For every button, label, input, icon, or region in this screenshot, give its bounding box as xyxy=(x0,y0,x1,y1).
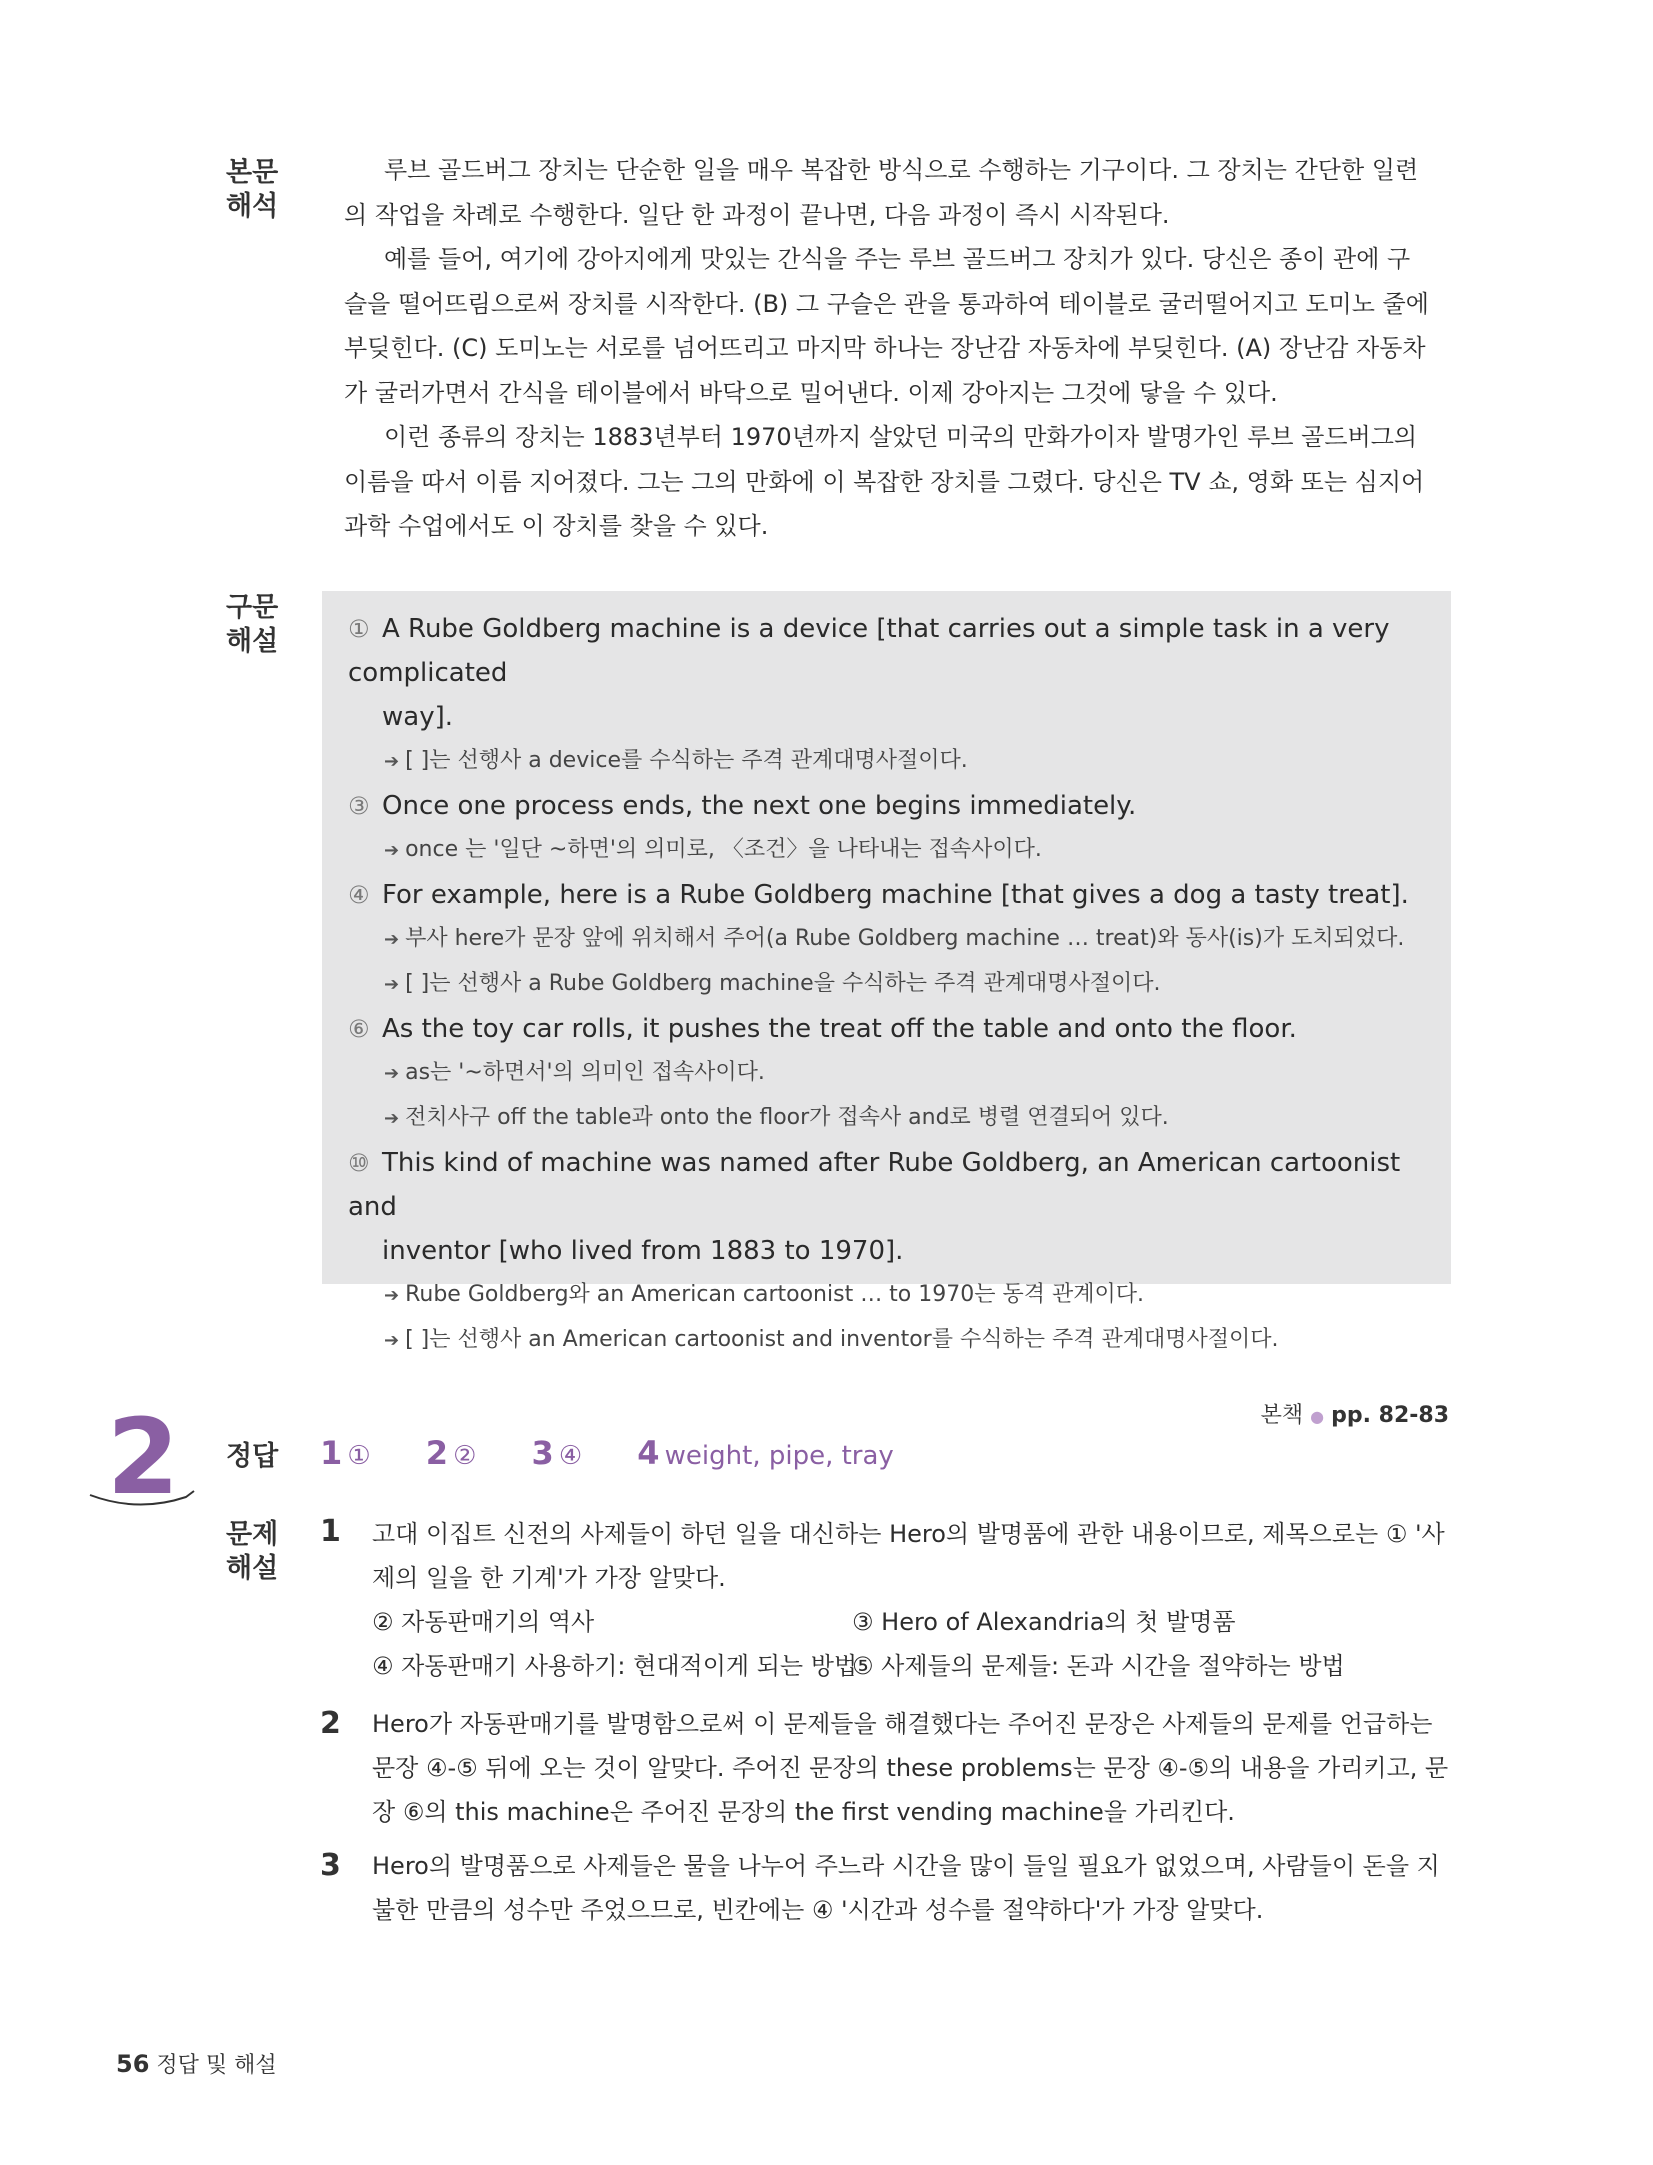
explanation-label: 문제 해설 xyxy=(226,1519,279,1584)
arrow-icon: ➔ xyxy=(384,1108,400,1129)
page-reference: 본책 ● pp. 82-83 xyxy=(1260,1403,1449,1428)
question-number: 2 xyxy=(320,1706,341,1741)
arrow-icon: ➔ xyxy=(384,751,400,772)
option-text: ④ 자동판매기 사용하기: 현대적이게 되는 방법 xyxy=(372,1652,858,1680)
translation-paragraph: 루브 골드버그 장치는 단순한 일을 매우 복잡한 방식으로 수행하는 기구이다. 그 장치는 간단한 일련의 작업을 차례로 수행한다. 일단 한 과정이 끝나면, 다음 과정이 즉시 시작된다. xyxy=(344,156,1419,229)
syntax-item: ① A Rube Goldberg machine is a device [that carries out a simple task in a very complicated way]. ➔ [ ]는 선행사 a device를 수식하는 주격 관계대명사절이다. xyxy=(348,614,1390,773)
arrow-icon: ➔ xyxy=(384,840,400,861)
part-number-badge: 2 xyxy=(88,1405,198,1515)
swoosh-decoration xyxy=(88,1485,198,1515)
footer-title: 정답 및 해설 xyxy=(156,2053,277,2078)
option-text: ③ Hero of Alexandria의 첫 발명품 xyxy=(852,1608,1236,1636)
answer-label: 정답 xyxy=(226,1441,279,1472)
syntax-item: ⑥ As the toy car rolls, it pushes the treat off the table and onto the floor. ➔ as는 '~하면서'의 의미인 접속사이다. ➔ 전치사구 off the table과 onto the floor가 접속사 and로 병렬 연결되어 있다. xyxy=(348,1014,1297,1130)
syntax-item: ③ Once one process ends, the next one begins immediately. ➔ once 는 '일단 ~하면'의 의미로, 〈조건〉을 나타내는 접속사이다. xyxy=(348,791,1137,862)
syntax-list xyxy=(348,607,1438,1363)
syntax-item: ⑩ This kind of machine was named after Rube Goldberg, an American cartoonist and inventor [who lived from 1883 to 1970]. ➔ Rube Goldberg와 an American cartoonist … to 1970는 동격 관계이다. ➔ [ ]는 선행사 an American cartoonist and inventor를 수식하는 주격 관계대명사절이다. xyxy=(348,1148,1401,1352)
arrow-icon: ➔ xyxy=(384,974,400,995)
option-text: ② 자동판매기의 역사 xyxy=(372,1608,595,1636)
translation-paragraph: 이런 종류의 장치는 1883년부터 1970년까지 살았던 미국의 만화가이자 발명가인 루브 골드버그의 이름을 따서 이름 지어졌다. 그는 그의 만화에 이 복잡한 장치를 그렸다. 당신은 TV 쇼, 영화 또는 심지어 과학 수업에서도 이 장치를 찾을 수 있다. xyxy=(344,423,1425,540)
section-label-translation: 본문 해석 xyxy=(226,157,279,222)
bullet-dot-icon: ● xyxy=(1310,1407,1325,1426)
arrow-icon: ➔ xyxy=(384,1330,400,1351)
question-explanation: Hero가 자동판매기를 발명함으로써 이 문제들을 해결했다는 주어진 문장은 사제들의 문제를 언급하는 문장 ④-⑤ 뒤에 오는 것이 알맞다. 주어진 문장의 these problems는 문장 ④-⑤의 내용을 가리키고, 문장 ⑥의 this machine은 주어진 문장의 the first vending machine을 가리킨다. xyxy=(372,1710,1449,1826)
question-number: 3 xyxy=(320,1848,341,1883)
option-text: ⑤ 사제들의 문제들: 돈과 시간을 절약하는 방법 xyxy=(852,1652,1345,1680)
question-number: 1 xyxy=(320,1514,341,1549)
section-label-syntax: 구문 해설 xyxy=(226,592,279,657)
page-footer xyxy=(116,2048,277,2079)
translation-body xyxy=(344,148,1429,549)
question-explanation: 고대 이집트 신전의 사제들이 하던 일을 대신하는 Hero의 발명품에 관한 내용이므로, 제목으로는 ① '사제의 일을 한 기계'가 가장 알맞다. xyxy=(372,1520,1445,1592)
page-number: 56 xyxy=(116,2050,150,2078)
syntax-item: ④ For example, here is a Rube Goldberg machine [that gives a dog a tasty treat]. ➔ 부사 here가 문장 앞에 위치해서 주어(a Rube Goldberg machine … treat)와 동사(is)가 도치되었다. ➔ [ ]는 선행사 a Rube Goldberg machine을 수식하는 주격 관계대명사절이다. xyxy=(348,880,1409,996)
answer-row: 1 ① 2 ② 3 ④ 4 weight, pipe, tray xyxy=(320,1434,894,1472)
arrow-icon: ➔ xyxy=(384,1285,400,1306)
arrow-icon: ➔ xyxy=(384,929,400,950)
translation-paragraph: 예를 들어, 여기에 강아지에게 맛있는 간식을 주는 루브 골드버그 장치가 있다. 당신은 종이 관에 구슬을 떨어뜨림으로써 장치를 시작한다. (B) 그 구슬은 관을 통과하여 테이블로 굴러떨어지고 도미노 줄에 부딪힌다. (C) 도미노는 서로를 넘어뜨리고 마지막 하나는 장난감 자동차에 부딪힌다. (A) 장난감 자동차가 굴러가면서 간식을 테이블에서 바닥으로 밀어낸다. 이제 강아지는 그것에 닿을 수 있다. xyxy=(344,245,1429,407)
arrow-icon: ➔ xyxy=(384,1063,400,1084)
question-explanation: Hero의 발명품으로 사제들은 물을 나누어 주느라 시간을 많이 들일 필요가 없었으며, 사람들이 돈을 지불한 만큼의 성수만 주었으므로, 빈칸에는 ④ '시간과 성수를 절약하다'가 가장 알맞다. xyxy=(372,1852,1440,1924)
